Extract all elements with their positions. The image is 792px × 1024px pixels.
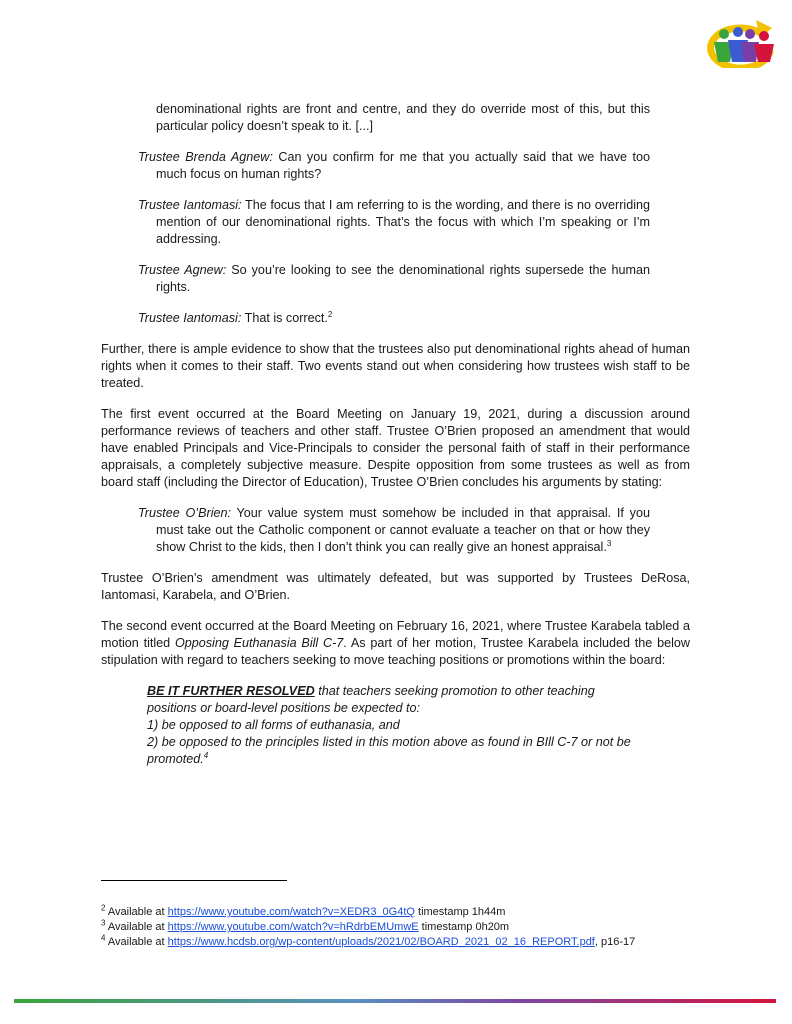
footnote-suffix: timestamp 0h20m [418,921,510,933]
resolution-text: that teachers seeking promotion to other teaching positions or board-level positions be expected to: [147,684,595,715]
footnotes [101,905,701,950]
paragraph-staff-rights: Further, there is ample evidence to show that the trustees also put denominational rights ahead of human rights when it comes to their staff. Two events stand out when considering how trustees wish staff to be treated. [101,342,690,390]
quote-text: So you’re looking to see the denominational rights supersede the human rights. [156,263,650,294]
quote-text: Can you confirm for me that you actually said that we have too much focus on human rights? [156,150,650,181]
footnote-mark: 2 [101,903,106,913]
speaker-name: Trustee Agnew: [138,263,227,277]
speaker-name: Trustee Brenda Agnew: [138,150,273,164]
footnote-item [101,905,701,920]
footnote-link[interactable]: https://www.youtube.com/watch?v=hRdrbEMUmwE [167,921,419,933]
footnote-link[interactable]: https://www.youtube.com/watch?v=XEDR3_0G4tQ [167,906,415,918]
speaker-name: Trustee O’Brien: [138,506,231,520]
paragraph-amendment-defeated: Trustee O’Brien’s amendment was ultimately defeated, but was supported by Trustees DeRosa, Iantomasi, Karabela, and O’Brien. [101,571,690,602]
speaker-name: Trustee Iantomasi: [138,311,242,325]
footnote-ref[interactable]: 3 [606,538,612,548]
page-body [101,101,690,768]
footnote-link[interactable]: https://www.hcdsb.org/wp-content/uploads/2021/02/BOARD_2021_02_16_REPORT.pdf [167,936,595,948]
footnote-prefix: Available at [105,906,168,918]
footnote-divider [101,880,287,881]
footnote-mark: 3 [101,918,106,928]
paragraph-text: . As part of her motion, Trustee Karabela included the below stipulation with regard to teachers seeking to move teaching positions or promotions within the board: [101,636,690,667]
resolution-block [147,683,642,768]
resolution-line [147,683,642,717]
quote-text: Your value system must somehow be included in that appraisal. If you must take out the Catholic component or cannot evaluate a teacher on that or how they show Christ to the kids, then I don’t think you can really give an honest appraisal. [156,506,650,554]
resolution-line: 1) be opposed to all forms of euthanasia, and [147,718,400,732]
quote-obrien [138,505,650,556]
quote-agnew-2 [138,262,650,296]
footnote-item [101,920,701,935]
footnote-mark: 4 [101,933,106,943]
speaker-name: Trustee Iantomasi: [138,198,242,212]
quote-iantomasi-2 [138,310,650,327]
resolution-lead: BE IT FURTHER RESOLVED [147,684,315,698]
paragraph-first-event: The first event occurred at the Board Meeting on January 19, 2021, during a discussion around performance reviews of teachers and other staff. Trustee O’Brien proposed an amendment that would have enabled Principals and Vice-Principals to consider the personal faith of staff in their performance appraisals, a completely subjective measure. Despite opposition from some trustees as well as from board staff (including the Director of Education), Trustee O’Brien concludes his arguments by stating: [101,407,690,489]
quote-iantomasi-1 [138,197,650,248]
quote-agnew-1 [138,149,650,183]
quote-text: That is correct. [241,311,328,325]
paragraph-second-event [101,618,690,669]
logo-icon [700,12,780,68]
paragraph-text: The second event occurred at the Board Meeting on February 16, 2021, where Trustee Karabela tabled a motion titled [101,619,690,650]
footnote-prefix: Available at [105,921,168,933]
footnote-item [101,935,701,950]
footnote-ref[interactable]: 2 [327,309,333,319]
motion-title: Opposing Euthanasia Bill C-7 [174,636,344,650]
bottom-gradient-bar [14,999,776,1003]
footnote-prefix: Available at [105,936,168,948]
quote-text: The focus that I am referring to is the wording, and there is no overriding mention of our denominational rights. That’s the focus with which I’m speaking or I’m addressing. [156,198,651,246]
footnote-suffix: , p16-17 [594,936,636,948]
footnote-ref[interactable]: 4 [203,750,209,760]
quote-continuation: denominational rights are front and centre, and they do override most of this, but this particular policy doesn’t speak to it. [...] [156,102,650,133]
resolution-text: 2) be opposed to the principles listed in this motion above as found in BIll C-7 or not be promoted. [147,735,631,766]
resolution-line [147,734,642,768]
footnote-suffix: timestamp 1h44m [414,906,506,918]
